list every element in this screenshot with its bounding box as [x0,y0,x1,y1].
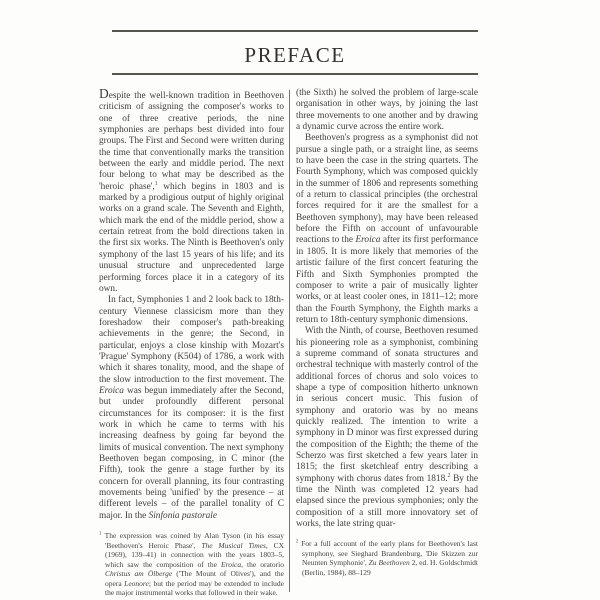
footnote-marker: 2 [447,472,451,479]
footnote-marker: 1 [99,531,102,537]
text-run: which begins in 1803 and is marked by a prodigious output of highly original works on a grand scale. The Seventh and Eighth, which mark the end of the middle period, show a certain retreat from the bold directions taken in the first six works. The Ninth is Beethoven's only symphony of the last 15 years of his life; and its unusual structure and unprecedented large performing forces place it in a category of its own. [99,181,284,294]
text-run: (the Sixth) he solved the problem of large-scale organisation in other ways, by joining the last three movements to one another and by drawing a dynamic curve across the entire work. [296,88,478,133]
italic-text-run: Eroica [220,559,242,569]
initial-capital: D [99,86,109,101]
text-run: espite the well-known tradition in Beethoven criticism of assigning the composer's works to one of three creative periods, the nine symphonies are perhaps best divided into four groups. The First and Second were written during the time that conventionally marks the transition between the early and middle period. The next four belong to what may be described as the 'heroic phase', [99,91,284,192]
italic-text-run: Leonore [124,578,149,588]
column-divider [289,90,290,592]
footnote-marker: 1 [154,180,158,187]
text-run: ; but the period may be extended to include the major instrumental works that followed in their wake. [105,578,284,598]
text-run: By the time the Ninth was completed 12 years had elapsed since the previous symphonies; only the composition of a still more innovatory set of works, the late string quar- [296,473,478,530]
two-column-layout [99,88,478,598]
italic-text-run: Zu Beethoven [368,558,410,568]
italic-text-run: Eroica [99,385,124,396]
text-run: In fact, Symphonies 1 and 2 look back to 18th-century Viennese classicism more than they foreshadow their composer's path-breaking achievements in the genre; the Second, in particular, enjoys a close kinship with Mozart's 'Prague' Symphony (K504) of 1786, a work with which it shares tonality, mood, and the shape of the slow introduction to the first movement. The [99,295,284,385]
body-paragraph [296,326,478,530]
italic-text-run: Sinfonia pastorale [148,510,218,521]
column-right-footnotes [296,539,478,577]
text-run: , the oratorio [241,559,284,569]
text-run: ('The Mount of Olives'), and the opera [105,569,284,588]
footnote [99,531,284,598]
body-paragraph [296,88,478,133]
italic-text-run: The Musical Times [201,540,266,550]
italic-text-run: Eroica [355,235,381,246]
text-run: With the Ninth, of course, Beethoven resumed his pioneering role as a symphonist, combining a supreme command of sonata structures and orchestral technique with masterly control of the additional forces of chorus and solo voices to shape a type of composition hitherto unknown in serious concert music. This fusion of symphony and oratorio was by no means quickly realized. The intention to write a symphony in D minor was first expressed during the composition of the Eighth; the theme of the Scherzo was first sketched a few years later in 1815; the first sketchleaf entry describing a symphony with chorus dates from 1818. [296,326,478,484]
column-left-footnotes [99,531,284,598]
body-paragraph [99,295,284,522]
column-left-body [99,88,284,522]
footnote [296,539,478,577]
body-paragraph [99,88,284,295]
text-run: , CX (1969), 139–41) in connection with the years 1803–5, which saw the composition of the [105,540,285,569]
footnote-marker: 2 [296,539,299,545]
text-run: after its first performance in 1805. It is more likely that memories of the artistic failure of the first concert featuring the Fifth and Sixth Symphonies prompted the composer to write a pair of musically lighter works, or at least cooler ones, in 1811–12; more than the Fourth Symphony, the Eighth marks a return to 18th-century symphonic dimensions. [296,235,478,325]
header-rule-top [112,30,478,32]
column-left [99,88,284,598]
text-run: Beethoven's progress as a symphonist did not pursue a single path, or a straight line, as seems to have been the case in the string quartets. The Fourth Symphony, which was composed quickly in the summer of 1806 and represents something of a return to classical principles (the orchestral forces required for it are the smallest for a Beethoven symphony), may have been released before the Fifth on account of unfavourable reactions to the [296,133,478,246]
text-run: 2, ed. H. Goldschmidt (Berlin, 1984), 88–129 [302,558,478,577]
header-rule-bottom [112,73,478,75]
page-title: PREFACE [244,43,346,67]
text-run: For a full account of the early plans for Beethoven's last symphony, see Sieghard Brandenburg, 'Die Skizzen zur Neunten Symphonie', [301,539,479,568]
italic-text-run: Christus am Ölberge [105,569,173,579]
column-right-body [296,88,478,530]
body-paragraph [296,133,478,326]
text-run: was begun immediately after the Second, but under profoundly different personal circumstances for its composer: it is the first work in which he came to terms with his increasing deafness by going far beyond the limits of musical convention. The next symphony Beethoven began composing, in C minor (the Fifth), took the genre a stage further by its concern for overall planning, its four contrasting movements being 'unified' by the presence – at different levels – of the parallel tonality of C major. In the [99,385,284,521]
text-run: The expression was coined by Alan Tyson (in his essay 'Beethoven's Heroic Phase', [104,531,284,550]
column-right [296,88,478,598]
